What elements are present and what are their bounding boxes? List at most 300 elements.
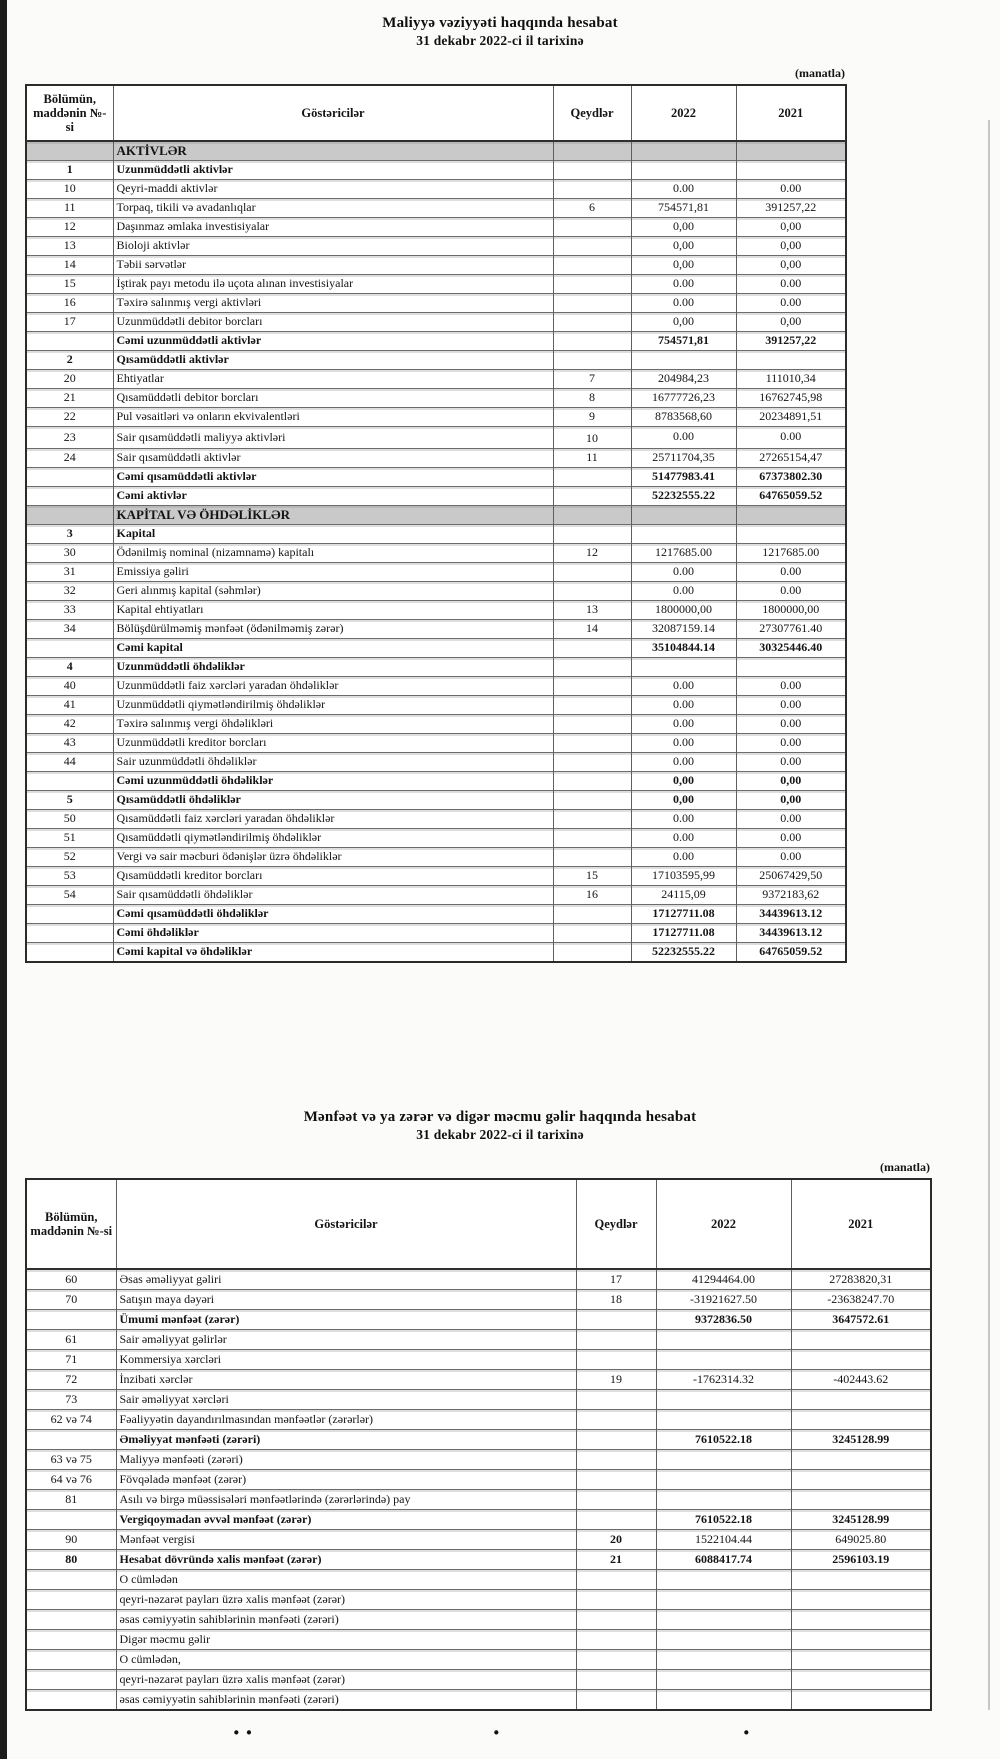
row-number-cell: 54 [26, 886, 113, 905]
value-2022-cell: 52232555.22 [631, 487, 736, 506]
indicator-cell: Qısamüddətli öhdəliklər [113, 791, 553, 810]
statement-date-subtitle: 31 dekabr 2022-ci il tarixinə [416, 33, 584, 48]
note-cell [553, 639, 631, 658]
indicator-cell: əsas cəmiyyətin sahiblərinin mənfəəti (zərəri) [116, 1610, 576, 1630]
indicator-cell: əsas cəmiyyətin sahiblərinin mənfəəti (zərəri) [116, 1690, 576, 1711]
table-row [26, 620, 846, 639]
row-number-cell [26, 924, 113, 943]
value-2022-cell: 0,00 [631, 256, 736, 275]
column-header-indicators: Göstəricilər [116, 1179, 576, 1269]
value-2021-cell: 0.00 [736, 734, 846, 753]
indicator-cell: Əməliyyat mənfəəti (zərəri) [116, 1430, 576, 1450]
note-cell [576, 1570, 656, 1590]
indicator-cell: Təxirə salınmış vergi aktivləri [113, 294, 553, 313]
value-2021-cell: 0,00 [736, 772, 846, 791]
value-2021-cell: 1217685.00 [736, 544, 846, 563]
value-2021-cell: 64765059.52 [736, 943, 846, 963]
value-2022-cell: 1800000,00 [631, 601, 736, 620]
value-2022-cell: 0.00 [631, 563, 736, 582]
table-row [26, 696, 846, 715]
table-row [26, 943, 846, 963]
table-row [26, 370, 846, 389]
table-row [26, 218, 846, 237]
row-number-cell: 60 [26, 1269, 116, 1290]
table-row [26, 449, 846, 468]
table-header [26, 85, 846, 141]
value-2022-cell [631, 506, 736, 525]
note-cell: 18 [576, 1290, 656, 1310]
row-number-cell: 11 [26, 199, 113, 218]
cutoff-mark: · [742, 1718, 751, 1747]
value-2022-cell [656, 1390, 791, 1410]
table-row [26, 544, 846, 563]
row-number-cell: 33 [26, 601, 113, 620]
value-2022-cell: 7610522.18 [656, 1510, 791, 1530]
value-2021-cell: 34439613.12 [736, 905, 846, 924]
value-2021-cell [736, 351, 846, 370]
value-2021-cell: 0,00 [736, 791, 846, 810]
value-2022-cell: 0.00 [631, 427, 736, 449]
indicator-cell: Uzunmüddətli öhdəliklər [113, 658, 553, 677]
note-cell [553, 313, 631, 332]
value-2022-cell: 1522104.44 [656, 1530, 791, 1550]
row-number-cell: 16 [26, 294, 113, 313]
value-2021-cell: 0.00 [736, 715, 846, 734]
value-2022-cell: 0.00 [631, 810, 736, 829]
note-cell [553, 468, 631, 487]
table-row [26, 237, 846, 256]
value-2022-cell: 51477983.41 [631, 468, 736, 487]
row-number-cell: 51 [26, 829, 113, 848]
value-2021-cell: 649025.80 [791, 1530, 931, 1550]
value-2022-cell: 24115,09 [631, 886, 736, 905]
note-cell [553, 237, 631, 256]
table-row [26, 1470, 931, 1490]
indicator-cell: Cəmi aktivlər [113, 487, 553, 506]
row-number-cell: 50 [26, 810, 113, 829]
value-2022-cell: 0.00 [631, 715, 736, 734]
table-row [26, 427, 846, 449]
indicator-cell: Sair əməliyyat gəlirlər [116, 1330, 576, 1350]
value-2021-cell [791, 1630, 931, 1650]
table-row [26, 313, 846, 332]
row-number-cell [26, 506, 113, 525]
row-number-cell: 52 [26, 848, 113, 867]
row-number-cell: 70 [26, 1290, 116, 1310]
indicator-cell: Qısamüddətli debitor borcları [113, 389, 553, 408]
note-cell [553, 791, 631, 810]
table-row [26, 1510, 931, 1530]
value-2022-cell [631, 141, 736, 161]
note-cell [553, 582, 631, 601]
value-2022-cell [656, 1470, 791, 1490]
indicator-cell: qeyri-nəzarət payları üzrə xalis mənfəət (zərər) [116, 1590, 576, 1610]
value-2021-cell: 0.00 [736, 848, 846, 867]
indicator-cell: Vergiqoymadan əvvəl mənfəət (zərər) [116, 1510, 576, 1530]
value-2021-cell: -23638247.70 [791, 1290, 931, 1310]
table-row [26, 905, 846, 924]
row-number-cell: 42 [26, 715, 113, 734]
indicator-cell: Cəmi öhdəliklər [113, 924, 553, 943]
indicator-cell: Qısamüddətli qiymətləndirilmiş öhdəliklər [113, 829, 553, 848]
row-number-cell: 30 [26, 544, 113, 563]
value-2021-cell: 0.00 [736, 427, 846, 449]
note-cell [553, 525, 631, 544]
value-2022-cell [656, 1410, 791, 1430]
row-number-cell: 3 [26, 525, 113, 544]
row-number-cell [26, 1310, 116, 1330]
note-cell [576, 1470, 656, 1490]
row-number-cell [26, 1590, 116, 1610]
value-2021-cell: 27283820,31 [791, 1269, 931, 1290]
row-number-cell: 61 [26, 1330, 116, 1350]
note-cell [553, 487, 631, 506]
indicator-cell: Uzunmüddətli debitor borcları [113, 313, 553, 332]
indicator-cell: Cəmi uzunmüddətli öhdəliklər [113, 772, 553, 791]
value-2021-cell [791, 1350, 931, 1370]
row-number-cell: 12 [26, 218, 113, 237]
indicator-cell: Cəmi kapital [113, 639, 553, 658]
value-2021-cell: 111010,34 [736, 370, 846, 389]
row-number-cell: 71 [26, 1350, 116, 1370]
value-2021-cell: 0.00 [736, 753, 846, 772]
table-row [26, 1330, 931, 1350]
indicator-cell: Təxirə salınmış vergi öhdəlikləri [113, 715, 553, 734]
note-cell [576, 1390, 656, 1410]
financial-position-table [25, 84, 847, 963]
note-cell [553, 275, 631, 294]
profit-loss-table [25, 1178, 932, 1711]
note-cell [576, 1630, 656, 1650]
value-2021-cell: 0.00 [736, 294, 846, 313]
indicator-cell: Torpaq, tikili və avadanlıqlar [113, 199, 553, 218]
note-cell [576, 1410, 656, 1430]
note-cell [553, 506, 631, 525]
indicator-cell: İştirak payı metodu ilə uçota alınan investisiyalar [113, 275, 553, 294]
table-header [26, 1179, 931, 1269]
row-number-cell [26, 1510, 116, 1530]
table-row [26, 506, 846, 525]
row-number-cell: 20 [26, 370, 113, 389]
indicator-cell: Emissiya gəliri [113, 563, 553, 582]
value-2021-cell [736, 506, 846, 525]
table-row [26, 1430, 931, 1450]
table-row [26, 1370, 931, 1390]
note-cell: 20 [576, 1530, 656, 1550]
value-2021-cell: 16762745,98 [736, 389, 846, 408]
note-cell [576, 1590, 656, 1610]
value-2022-cell [631, 525, 736, 544]
row-number-cell: 15 [26, 275, 113, 294]
value-2022-cell [656, 1610, 791, 1630]
row-number-cell: 34 [26, 620, 113, 639]
value-2022-cell [631, 161, 736, 180]
note-cell [553, 294, 631, 313]
row-number-cell: 21 [26, 389, 113, 408]
note-cell: 11 [553, 449, 631, 468]
row-number-cell [26, 332, 113, 351]
value-2022-cell: 16777726,23 [631, 389, 736, 408]
indicator-cell: Sair əməliyyat xərcləri [116, 1390, 576, 1410]
row-number-cell: 73 [26, 1390, 116, 1410]
note-cell [553, 677, 631, 696]
value-2022-cell [656, 1590, 791, 1610]
note-cell: 19 [576, 1370, 656, 1390]
table-row [26, 1670, 931, 1690]
value-2021-cell: 0.00 [736, 275, 846, 294]
column-header-notes: Qeydlər [553, 85, 631, 141]
indicator-cell: Qısamüddətli kreditor borcları [113, 867, 553, 886]
value-2022-cell: 204984,23 [631, 370, 736, 389]
note-cell [553, 351, 631, 370]
indicator-cell: Satışın maya dəyəri [116, 1290, 576, 1310]
indicator-cell: Sair qısamüddətli aktivlər [113, 449, 553, 468]
table-body [26, 141, 846, 962]
note-cell [576, 1350, 656, 1370]
indicator-cell: Cəmi kapital və öhdəliklər [113, 943, 553, 963]
table-row [26, 1610, 931, 1630]
table-row [26, 1450, 931, 1470]
row-number-cell: 17 [26, 313, 113, 332]
row-number-cell: 2 [26, 351, 113, 370]
indicator-cell: Maliyyə mənfəəti (zərəri) [116, 1450, 576, 1470]
table-row [26, 1490, 931, 1510]
column-header-2021: 2021 [791, 1179, 931, 1269]
value-2022-cell [656, 1330, 791, 1350]
indicator-cell: Asılı və birgə müəssisələri mənfəətlərində (zərərlərində) pay [116, 1490, 576, 1510]
value-2021-cell: 1800000,00 [736, 601, 846, 620]
column-header-2021: 2021 [736, 85, 846, 141]
value-2022-cell [656, 1450, 791, 1470]
indicator-cell: Sair uzunmüddətli öhdəliklər [113, 753, 553, 772]
row-number-cell: 62 və 74 [26, 1410, 116, 1430]
value-2022-cell: 0.00 [631, 275, 736, 294]
indicator-cell: Hesabat dövründə xalis mənfəət (zərər) [116, 1550, 576, 1570]
note-cell [576, 1430, 656, 1450]
value-2021-cell: 30325446.40 [736, 639, 846, 658]
note-cell [553, 943, 631, 963]
indicator-cell: Cəmi uzunmüddətli aktivlər [113, 332, 553, 351]
value-2021-cell: 3245128.99 [791, 1510, 931, 1530]
table-row [26, 161, 846, 180]
indicator-cell: Sair qısamüddətli maliyyə aktivləri [113, 427, 553, 449]
row-number-cell: 5 [26, 791, 113, 810]
value-2022-cell: 0.00 [631, 294, 736, 313]
table-row [26, 734, 846, 753]
column-header-indicators: Göstəricilər [113, 85, 553, 141]
indicator-cell: Geri alınmış kapital (səhmlər) [113, 582, 553, 601]
value-2022-cell: 0,00 [631, 237, 736, 256]
table-row [26, 294, 846, 313]
indicator-cell: Mənfəət vergisi [116, 1530, 576, 1550]
statement-title: Maliyyə vəziyyəti haqqında hesabat [382, 15, 618, 31]
value-2022-cell: 0.00 [631, 753, 736, 772]
indicator-cell: Cəmi qısamüddətli aktivlər [113, 468, 553, 487]
indicator-cell: Uzunmüddətli qiymətləndirilmiş öhdəliklər [113, 696, 553, 715]
value-2022-cell: 0.00 [631, 829, 736, 848]
indicator-cell: Fəaliyyətin dayandırılmasından mənfəətlər (zərərlər) [116, 1410, 576, 1430]
value-2022-cell: 0.00 [631, 848, 736, 867]
indicator-cell: İnzibati xərclər [116, 1370, 576, 1390]
value-2021-cell [791, 1450, 931, 1470]
row-number-cell: 1 [26, 161, 113, 180]
value-2021-cell: 391257,22 [736, 199, 846, 218]
note-cell: 9 [553, 408, 631, 427]
note-cell: 13 [553, 601, 631, 620]
value-2022-cell: 0,00 [631, 791, 736, 810]
row-number-cell: 64 və 76 [26, 1470, 116, 1490]
indicator-cell: Ümumi mənfəət (zərər) [116, 1310, 576, 1330]
value-2021-cell [791, 1690, 931, 1711]
indicator-cell: Qeyri-maddi aktivlər [113, 180, 553, 199]
value-2021-cell [736, 525, 846, 544]
table-row [26, 772, 846, 791]
note-cell [553, 924, 631, 943]
row-number-cell: 90 [26, 1530, 116, 1550]
value-2021-cell [791, 1570, 931, 1590]
indicator-cell: qeyri-nəzarət payları üzrə xalis mənfəət (zərər) [116, 1670, 576, 1690]
currency-note: (manatla) [795, 66, 845, 80]
indicator-cell: Bölüşdürülməmiş mənfəət (ödənilməmiş zərər) [113, 620, 553, 639]
row-number-cell: 80 [26, 1550, 116, 1570]
table-row [26, 1350, 931, 1370]
value-2022-cell: 754571,81 [631, 332, 736, 351]
table-row [26, 1590, 931, 1610]
table-row [26, 408, 846, 427]
column-header-section-number: Bölümün, maddənin №-si [26, 1179, 116, 1269]
indicator-cell: Daşınmaz əmlaka investisiyalar [113, 218, 553, 237]
table-row [26, 810, 846, 829]
value-2021-cell [791, 1390, 931, 1410]
table-row [26, 867, 846, 886]
row-number-cell: 53 [26, 867, 113, 886]
table-row [26, 886, 846, 905]
row-number-cell: 44 [26, 753, 113, 772]
indicator-cell: Qısamüddətli faiz xərcləri yaradan öhdəliklər [113, 810, 553, 829]
value-2022-cell [656, 1650, 791, 1670]
note-cell [576, 1510, 656, 1530]
row-number-cell [26, 141, 113, 161]
table-row [26, 563, 846, 582]
value-2021-cell [791, 1670, 931, 1690]
row-number-cell: 41 [26, 696, 113, 715]
indicator-cell: O cümlədən [116, 1570, 576, 1590]
row-number-cell [26, 1650, 116, 1670]
table-row [26, 180, 846, 199]
note-cell [576, 1690, 656, 1711]
cutoff-text-marks [0, 1718, 1000, 1758]
table-row [26, 487, 846, 506]
table-row [26, 829, 846, 848]
table-row [26, 582, 846, 601]
value-2021-cell [791, 1610, 931, 1630]
value-2022-cell: 0.00 [631, 677, 736, 696]
row-number-cell [26, 468, 113, 487]
value-2022-cell: 7610522.18 [656, 1430, 791, 1450]
indicator-cell: KAPİTAL VƏ ÖHDƏLİKLƏR [113, 506, 553, 525]
table-row [26, 639, 846, 658]
row-number-cell [26, 1630, 116, 1650]
value-2021-cell: 0.00 [736, 696, 846, 715]
value-2022-cell: 1217685.00 [631, 544, 736, 563]
row-number-cell: 23 [26, 427, 113, 449]
note-cell [553, 734, 631, 753]
indicator-cell: Uzunmüddətli aktivlər [113, 161, 553, 180]
value-2022-cell: 6088417.74 [656, 1550, 791, 1570]
value-2022-cell [631, 658, 736, 677]
row-number-cell: 22 [26, 408, 113, 427]
value-2021-cell [736, 161, 846, 180]
indicator-cell: Ehtiyatlar [113, 370, 553, 389]
table-row [26, 924, 846, 943]
indicator-cell: Kapital [113, 525, 553, 544]
table-row [26, 256, 846, 275]
row-number-cell: 24 [26, 449, 113, 468]
row-number-cell [26, 1570, 116, 1590]
value-2021-cell [736, 141, 846, 161]
value-2021-cell: 0.00 [736, 677, 846, 696]
note-cell: 7 [553, 370, 631, 389]
row-number-cell [26, 1430, 116, 1450]
table-row [26, 1570, 931, 1590]
table-row [26, 677, 846, 696]
indicator-cell: AKTİVLƏR [113, 141, 553, 161]
value-2022-cell: 17127711.08 [631, 924, 736, 943]
note-cell: 17 [576, 1269, 656, 1290]
note-cell [553, 715, 631, 734]
value-2022-cell: 17103595,99 [631, 867, 736, 886]
note-cell: 12 [553, 544, 631, 563]
value-2022-cell: 8783568,60 [631, 408, 736, 427]
note-cell [553, 180, 631, 199]
note-cell: 8 [553, 389, 631, 408]
note-cell [576, 1650, 656, 1670]
note-cell: 16 [553, 886, 631, 905]
table-row [26, 1269, 931, 1290]
indicator-cell: Cəmi qısamüddətli öhdəliklər [113, 905, 553, 924]
value-2021-cell: 0.00 [736, 810, 846, 829]
note-cell [553, 332, 631, 351]
row-number-cell: 63 və 75 [26, 1450, 116, 1470]
value-2021-cell: 0.00 [736, 829, 846, 848]
row-number-cell: 40 [26, 677, 113, 696]
row-number-cell: 14 [26, 256, 113, 275]
row-number-cell [26, 905, 113, 924]
value-2022-cell: 41294464.00 [656, 1269, 791, 1290]
table-row [26, 525, 846, 544]
header-row [26, 1179, 931, 1269]
value-2021-cell [791, 1410, 931, 1430]
column-header-notes: Qeydlər [576, 1179, 656, 1269]
column-header-2022: 2022 [631, 85, 736, 141]
note-cell [553, 658, 631, 677]
value-2021-cell: 3245128.99 [791, 1430, 931, 1450]
note-cell [553, 905, 631, 924]
currency-note: (manatla) [880, 1160, 930, 1174]
value-2021-cell: 0.00 [736, 180, 846, 199]
note-cell [553, 218, 631, 237]
note-cell [553, 696, 631, 715]
indicator-cell: Pul vəsaitləri və onların ekvivalentləri [113, 408, 553, 427]
row-number-cell: 10 [26, 180, 113, 199]
value-2022-cell: -1762314.32 [656, 1370, 791, 1390]
value-2022-cell: 52232555.22 [631, 943, 736, 963]
row-number-cell [26, 1690, 116, 1711]
indicator-cell: Sair qısamüddətli öhdəliklər [113, 886, 553, 905]
note-cell [576, 1330, 656, 1350]
indicator-cell: Qısamüddətli aktivlər [113, 351, 553, 370]
note-cell: 6 [553, 199, 631, 218]
